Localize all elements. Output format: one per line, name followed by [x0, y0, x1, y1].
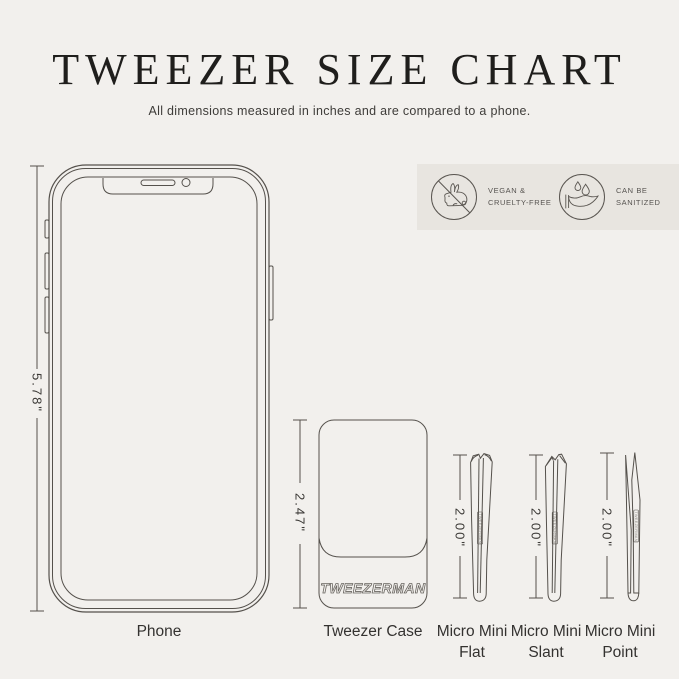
point-label: Micro Mini Point — [584, 623, 656, 661]
phone-speaker — [141, 180, 175, 186]
badge-sanitized-line1: CAN BE — [616, 186, 648, 195]
case-flap — [319, 538, 427, 557]
tweezer-brand-micro-text: TWEEZERMAN — [634, 511, 640, 542]
tweezer-brand-micro-text: TWEEZERMAN — [552, 513, 558, 544]
badge-sanitized-line2: SANITIZED — [616, 198, 661, 207]
case-dimension-value: 2.47" — [292, 493, 308, 533]
phone-dimension-value: 5.78" — [29, 373, 45, 413]
flat-dimension-value: 2.00" — [452, 508, 468, 548]
phone-label: Phone — [136, 623, 182, 640]
hand-water-drops-icon — [557, 172, 607, 222]
case-brand-logo: TWEEZERMAN — [320, 580, 426, 596]
badge-vegan-label — [488, 185, 551, 209]
badge-can-be-sanitized — [557, 164, 661, 230]
badge-sanitized-label — [616, 185, 661, 209]
phone-camera — [182, 179, 190, 187]
badge-vegan-cruelty-free — [429, 164, 551, 230]
badge-vegan-line2: CRUELTY-FREE — [488, 198, 552, 207]
badge-vegan-line1: VEGAN & — [488, 186, 526, 195]
page-subtitle: All dimensions measured in inches and are compared to a phone. — [148, 104, 531, 118]
tweezer-flat-drawing — [471, 454, 493, 602]
no-rabbit-icon — [429, 172, 479, 222]
slant-label: Micro Mini Slant — [510, 623, 582, 661]
page-title: TWEEZER SIZE CHART — [52, 45, 627, 94]
case-label: Tweezer Case — [323, 623, 423, 640]
flat-label: Micro Mini Flat — [436, 623, 508, 661]
tweezer-point-drawing — [626, 453, 640, 601]
badge-panel — [417, 164, 679, 230]
tweezer-brand-micro-text: TWEEZERMAN — [477, 513, 483, 544]
phone-drawing — [45, 165, 273, 612]
point-dimension-value: 2.00" — [599, 508, 615, 548]
slant-dimension-value: 2.00" — [528, 508, 544, 548]
tweezer-slant-drawing — [545, 454, 566, 601]
